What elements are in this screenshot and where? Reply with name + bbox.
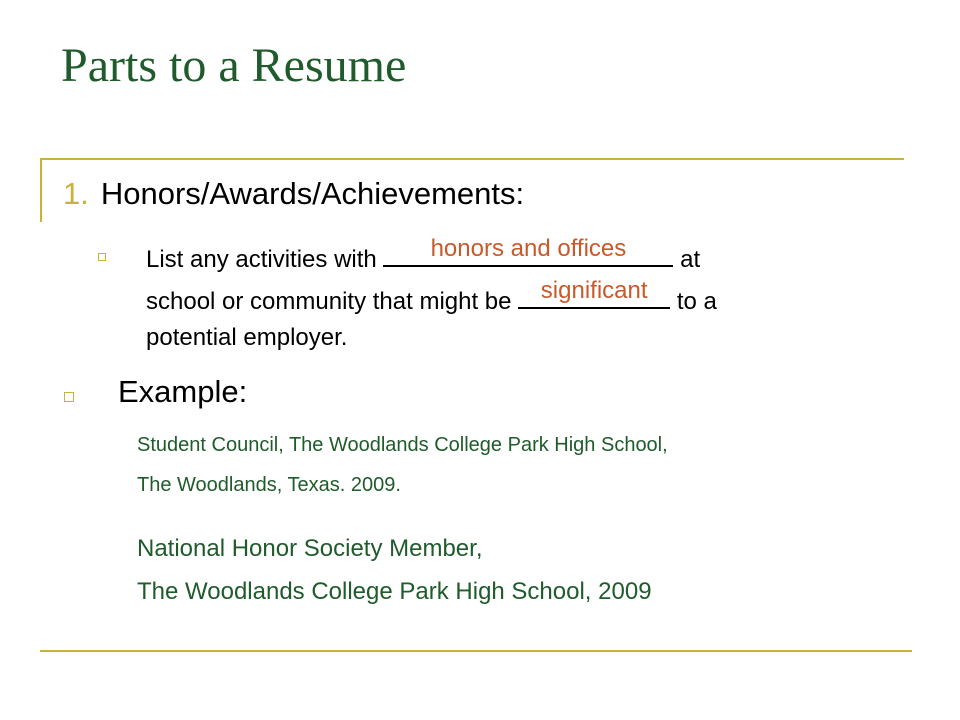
- square-bullet-icon: [64, 392, 74, 402]
- bullet-line-1-suffix: at: [680, 246, 701, 273]
- square-bullet-icon: [98, 253, 106, 261]
- section-number: 1.: [63, 176, 89, 211]
- top-rule: [40, 158, 904, 160]
- bullet-line-1: [146, 235, 701, 274]
- example-entry-2-line-2: The Woodlands College Park High School, 2009: [137, 578, 652, 605]
- left-rule: [40, 158, 42, 222]
- bottom-rule: [40, 650, 912, 652]
- blank-1: [383, 235, 673, 267]
- example-entry-2-line-1: National Honor Society Member,: [137, 535, 483, 562]
- example-label: Example:: [118, 374, 248, 409]
- slide-title: Parts to a Resume: [61, 39, 407, 92]
- section-heading-text: Honors/Awards/Achievements:: [100, 176, 525, 211]
- bullet-line-3: potential employer.: [146, 324, 348, 351]
- blank-2: [518, 277, 670, 309]
- section-heading: [63, 176, 524, 212]
- blank-1-answer: honors and offices: [430, 235, 627, 262]
- bullet-line-1-prefix: List any activities with: [146, 246, 377, 273]
- bullet-line-2-prefix: school or community that might be: [146, 288, 512, 315]
- bullet-line-2: [146, 277, 717, 316]
- example-entry-1-line-1: Student Council, The Woodlands College Park High School,: [137, 434, 668, 456]
- bullet-line-2-suffix: to a: [676, 288, 717, 315]
- example-entry-1-line-2: The Woodlands, Texas. 2009.: [137, 474, 401, 496]
- blank-2-answer: significant: [540, 277, 648, 304]
